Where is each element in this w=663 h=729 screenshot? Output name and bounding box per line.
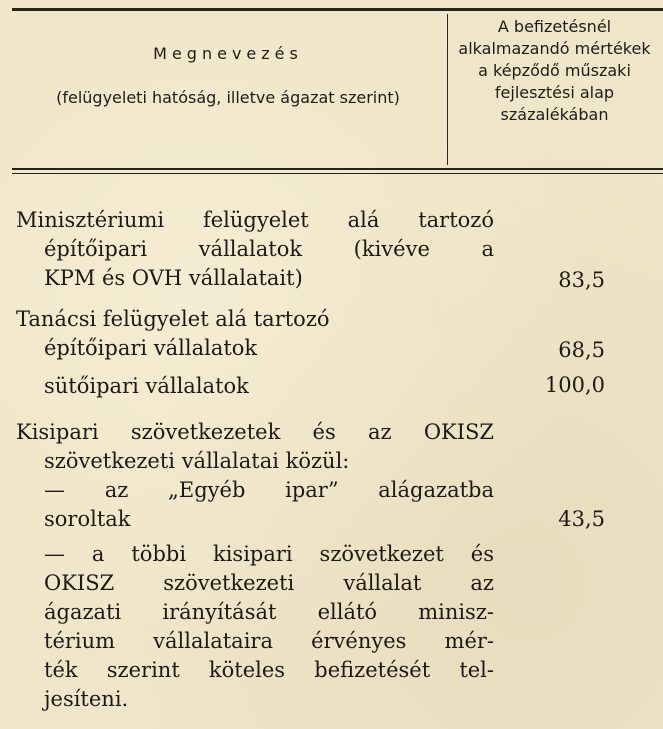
header-left-title: Megnevezés: [153, 44, 303, 63]
table-row-ministry: [16, 206, 494, 293]
row-text-line: soroltak: [44, 507, 131, 531]
header-bottom-rule: [12, 168, 663, 170]
row-text-line: OKISZ szövetkezeti vállalat az: [44, 571, 494, 595]
row-text-line: építőipari vállalatok: [44, 336, 258, 360]
row-text-line: Kisipari szövetkezetek és az OKISZ: [16, 420, 494, 444]
row-text-line: Tanácsi felügyelet alá tartozó: [16, 307, 330, 331]
row-text-line: építőipari vállalatok (kivéve a: [44, 237, 494, 261]
header-bottom-rule-thin: [12, 173, 663, 174]
top-rule: [12, 8, 663, 11]
row-value: 43,5: [558, 507, 605, 531]
row-text-line: ték szerint köteles befizetését tel-: [44, 658, 494, 682]
row-text-line: — az „Egyéb ipar” alágazatba: [44, 478, 494, 502]
row-text-line: ágazati irányítását ellátó minisz-: [44, 600, 494, 624]
row-value: 100,0: [544, 373, 605, 397]
table-row-council: [16, 305, 494, 363]
row-text-line: szövetkezeti vállalatai közül:: [44, 449, 350, 473]
row-text-line: — a többi kisipari szövetkezet és: [44, 542, 494, 566]
column-separator: [447, 14, 448, 165]
header-designation: [14, 44, 442, 108]
row-value: 83,5: [558, 268, 605, 292]
header-rate: A befizetésnél alkalmazandó mértékek a képződő műszaki fejlesztési alap százalékában: [458, 17, 651, 124]
row-value: 68,5: [558, 338, 605, 362]
table-row-cooperatives: [16, 418, 494, 534]
row-text-line: jesíteni.: [44, 687, 129, 711]
row-text-line: térium vállalataira érvényes mér-: [44, 629, 494, 653]
table-row-bakery: [16, 372, 494, 401]
table-row-other-cooperatives: [16, 540, 494, 714]
row-text-line: sütőipari vállalatok: [44, 374, 249, 398]
row-text-line: Minisztériumi felügyelet alá tartozó: [16, 208, 494, 232]
row-text-line: KPM és OVH vállalatait): [44, 266, 303, 290]
header-left-subtitle: (felügyeleti hatóság, illetve ágazat szerint): [56, 88, 400, 107]
